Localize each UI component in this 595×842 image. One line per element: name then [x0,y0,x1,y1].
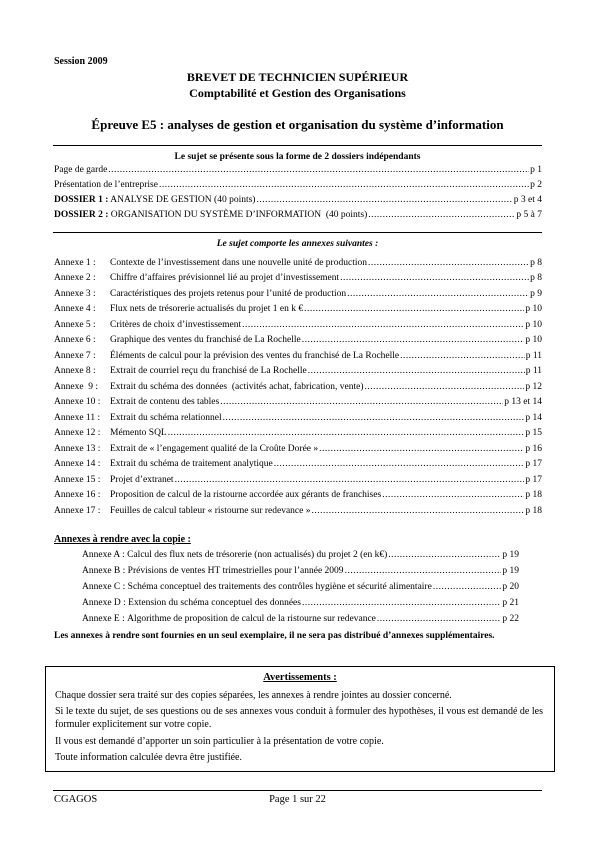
leader-dots [175,475,525,485]
annex-num: Annexe C : [82,582,126,592]
toc-row [54,210,542,224]
annex-num: Annexe 10 : [54,397,101,407]
annex-num: Annexe 1 : [54,258,96,268]
leader-dots [319,444,524,454]
annex-desc: Extrait du schéma de traitement analytique [110,459,273,469]
annex-row [54,444,542,458]
annex-row [54,413,542,427]
annex-page: p 12 [525,382,542,392]
annex-num: Annexe 12 : [54,428,101,438]
annex-num: Annexe 8 : [54,366,96,376]
annex-num: Annexe E : [82,614,125,624]
annex-desc: Flux nets de trésorerie actualisés du projet 1 en k € [110,304,304,314]
annex-num: Annexe 17 : [54,506,101,516]
leader-dots [223,413,525,423]
leader-dots [302,335,525,345]
annex-num: Annexe 15 : [54,475,101,485]
warning-text: Chaque dossier sera traité sur des copies séparées, les annexes à rendre jointes au dossier concerné. [55,690,452,701]
leader-dots [345,566,502,576]
annex-num: Annexe 11 : [54,413,101,423]
annex-row [54,366,542,380]
annex-row [54,397,542,411]
annex-desc: Extrait de « l’engagement qualité de la Croûte Dorée » [110,444,319,454]
annex-row [54,475,542,489]
annex-num: Annexe 3 : [54,289,96,299]
annex-page: p 13 et 14 [504,397,542,407]
annex-page: p 22 [502,614,519,624]
a-rendre-row [82,598,519,612]
leader-dots [304,304,524,314]
leader-dots [340,273,529,283]
annex-page: p 16 [525,444,542,454]
annex-num: Annexe 5 : [54,320,96,330]
annex-desc: Extrait de contenu des tables [110,397,220,407]
annex-desc: Proposition de calcul de la ristourne accordée aux gérants de franchises [110,490,382,500]
leader-dots [220,397,503,407]
leader-dots [368,258,529,268]
annex-desc: Caractéristiques des projets retenus pour l’unité de production [110,289,347,299]
a-rendre-heading: Annexes à rendre avec la copie : [54,534,191,545]
toc-label: ANALYSE DE GESTION (40 points) [108,195,256,205]
annex-page: p 10 [525,304,542,314]
leader-dots [400,351,525,361]
toc-label: Présentation de l’entreprise [54,180,158,190]
toc-page: p 5 à 7 [516,210,542,220]
leader-dots [308,366,525,376]
annexes-heading: Le sujet comporte les annexes suivantes : [216,239,379,249]
annex-num: Annexe 16 : [54,490,101,500]
toc-label: Page de garde [54,165,108,175]
annex-desc: Schéma conceptuel des traitements des contrôles hygiène et sécurité alimentaire [127,582,432,592]
leader-dots [365,382,525,392]
annex-page: p 10 [525,335,542,345]
toc-row [54,165,542,179]
warnings-box [45,666,555,772]
leader-dots [242,320,524,330]
annex-desc: Prévisions de ventes HT trimestrielles pour l’année 2009 [127,566,344,576]
annex-desc: Extrait de courriel reçu du franchisé de La Rochelle [110,366,307,376]
annex-page: p 19 [502,566,519,576]
toc-page: p 1 [530,165,542,175]
warning-text: Toute information calculée devra être justifiée. [55,752,242,763]
toc-label: ORGANISATION DU SYSTÈME D’INFORMATION (40 points) [108,210,368,220]
annex-num: Annexe 6 : [54,335,96,345]
annex-desc: Extension du schéma conceptuel des données [128,598,301,608]
annex-page: p 17 [525,475,542,485]
leader-dots [433,582,502,592]
annex-desc: Feuilles de calcul tableur « ristourne sur redevance » [110,506,311,516]
a-rendre-row [82,582,519,596]
annex-desc: Graphique des ventes du franchisé de La Rochelle [110,335,301,345]
annex-num: Annexe 4 : [54,304,96,314]
annex-num: Annexe B : [82,566,126,576]
toc-label-bold: DOSSIER 1 : [54,195,109,205]
epreuve-title: Épreuve E5 : analyses de gestion et organisation du système d’information [91,117,504,132]
annex-page: p 10 [525,320,542,330]
annex-page: p 17 [525,459,542,469]
leader-dots [274,459,525,469]
annex-desc: Contexte de l’investissement dans une nouvelle unité de production [110,258,367,268]
annex-row [54,490,542,504]
exam-title: BREVET DE TECHNICIEN SUPÉRIEUR [186,70,409,84]
annex-page: p 11 [525,366,542,376]
annex-num: Annexe 2 : [54,273,96,283]
annex-row [54,304,542,318]
leader-dots [311,506,524,516]
annex-row [54,506,542,520]
annex-desc: Calcul des flux nets de trésorerie (non actualisés) du projet 2 (en k€) [127,550,388,560]
warning-text: Si le texte du sujet, de ses questions ou de ses annexes vous conduit à formuler des hypothèses, il vous est demandé de les formuler explicitement sur votre copie. [55,706,543,730]
annex-num: Annexe 9 : [54,382,99,392]
a-rendre-row [82,566,519,580]
annex-row [54,351,542,365]
leader-dots [256,195,512,205]
annex-page: p 20 [502,582,519,592]
annex-desc: Algorithme de proposition de calcul de la ristourne sur redevance [127,614,376,624]
session-label: Session 2009 [54,56,108,67]
annex-desc: Éléments de calcul pour la prévision des ventes du franchisé de La Rochelle [110,351,400,361]
annex-row [54,258,542,272]
divider [53,232,542,233]
page-number: Page 1 sur 22 [269,794,326,805]
warnings-title: Avertissements : [263,672,337,683]
leader-dots [382,490,524,500]
annexes-note: Les annexes à rendre sont fournies en un seul exemplaire, il ne sera pas distribué d’annexes supplémentaires. [54,631,495,641]
annex-row [54,382,542,396]
annex-desc: Critères de choix d’investissement [110,320,242,330]
toc-row [54,195,542,209]
annex-desc: Chiffre d’affaires prévisionnel lié au projet d’investissement [110,273,340,283]
divider [53,145,542,146]
toc-page: p 2 [530,180,542,190]
annex-page: p 11 [525,351,542,361]
annex-desc: Extrait du schéma des données (activités achat, fabrication, vente) [110,382,364,392]
leader-dots [368,210,515,220]
toc-page: p 3 et 4 [513,195,542,205]
annex-page: p 8 [530,258,542,268]
warning-text: Il vous est demandé d’apporter un soin particulier à la présentation de votre copie. [55,736,384,747]
annex-num: Annexe D : [82,598,126,608]
footer-code: CGAGOS [54,794,98,805]
leader-dots [347,289,529,299]
sujet-heading: Le sujet se présente sous la forme de 2 dossiers indépendants [174,152,421,162]
footer-divider [53,790,542,791]
annex-page: p 15 [525,428,542,438]
annex-num: Annexe 13 : [54,444,101,454]
annex-row [54,428,542,442]
toc-label-bold: DOSSIER 2 : [54,210,109,220]
a-rendre-row [82,614,519,628]
leader-dots [388,550,501,560]
annex-row [54,273,542,287]
annex-page: p 14 [525,413,542,423]
annex-num: Annexe 14 : [54,459,101,469]
toc-row [54,180,542,194]
annex-desc: Extrait du schéma relationnel [110,413,222,423]
annex-page: p 18 [525,506,542,516]
annex-page: p 8 [530,273,542,283]
annex-page: p 18 [525,490,542,500]
annex-desc: Mémento SQL [110,428,167,438]
annex-desc: Projet d’extranet [110,475,174,485]
exam-subtitle: Comptabilité et Gestion des Organisations [189,86,406,100]
annex-row [54,320,542,334]
annex-num: Annexe A : [82,550,125,560]
leader-dots [377,614,501,624]
annex-page: p 9 [530,289,542,299]
annex-row [54,335,542,349]
leader-dots [108,165,529,175]
leader-dots [302,598,501,608]
annex-num: Annexe 7 : [54,351,96,361]
leader-dots [168,428,525,438]
annex-page: p 21 [502,598,519,608]
leader-dots [159,180,529,190]
annex-page: p 19 [502,550,519,560]
annex-row [54,289,542,303]
annex-row [54,459,542,473]
a-rendre-row [82,550,519,564]
